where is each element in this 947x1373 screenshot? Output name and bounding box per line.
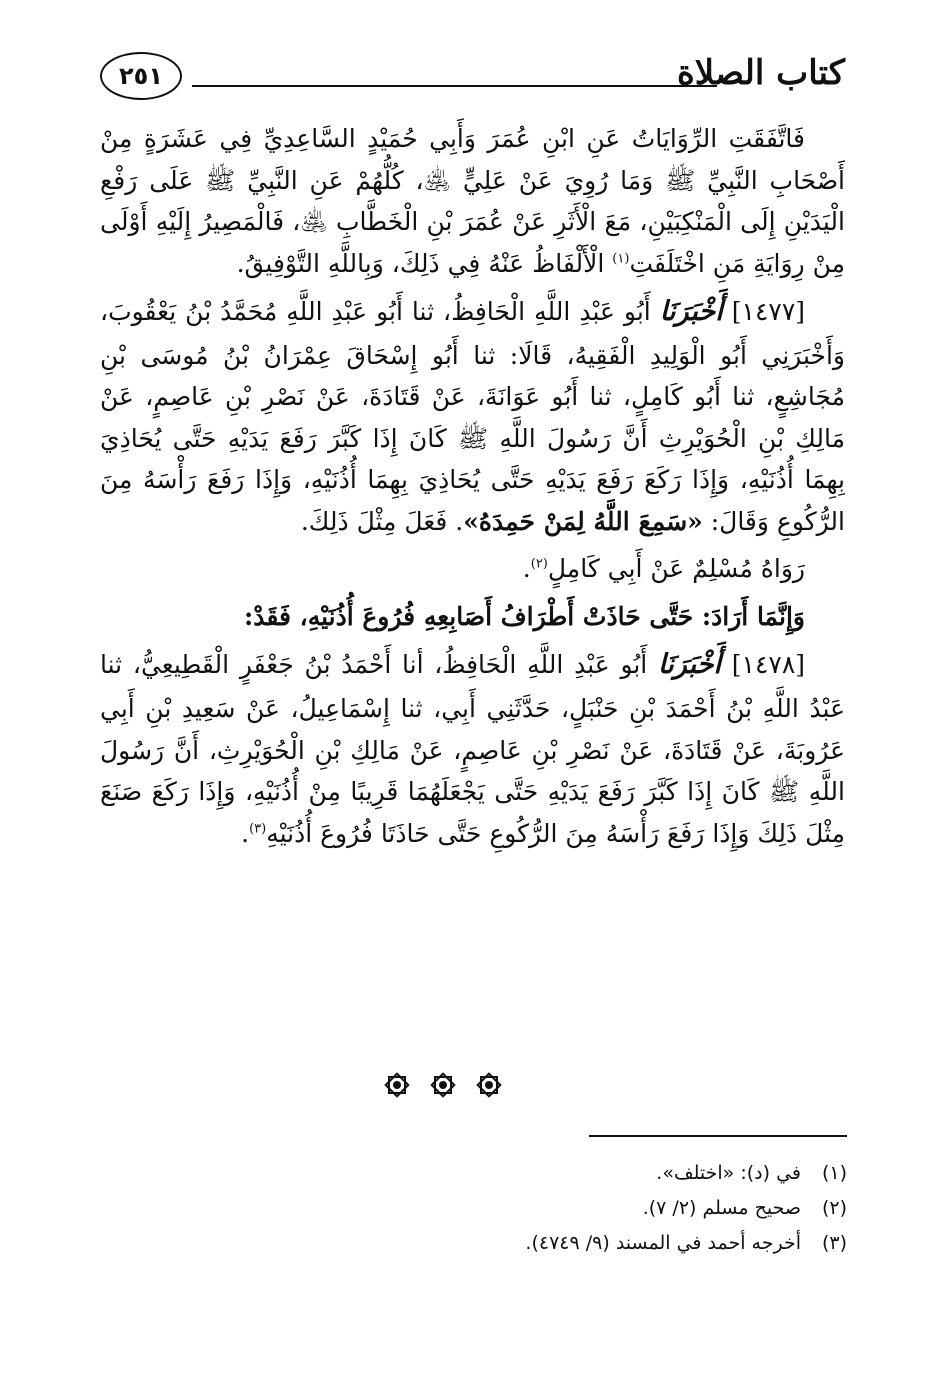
innama-text: وَإِنَّمَا أَرَادَ: حَتَّى حَاذَتْ أَطْرَافُ أَصَابِعِهِ فُرُوعَ أُذُنَيْهِ، فَقَدْ:	[243, 601, 805, 631]
conclusion-text: فَاتَّفَقَتِ الرِّوَايَاتُ عَنِ ابْنِ عُمَرَ وَأَبِي حُمَيْدٍ السَّاعِدِيِّ فِي عَشَرَةٍ مِنْ أَصْحَابِ النَّبِيِّ ﷺ وَمَا رُوِيَ عَنْ عَلِيٍّ ﵁، كُلُّهُمْ عَنِ النَّبِيِّ ﷺ عَلَى رَفْعِ الْيَدَيْنِ إِلَى الْمَنْكِبَيْنِ، مَعَ الْأَثَرِ عَنْ عُمَرَ بْنِ الْخَطَّابِ ﵁، فَالْمَصِيرُ إِلَيْهِ أَوْلَى مِنْ رِوَايَةِ مَنِ اخْتَلَفَتِ	[100, 124, 845, 278]
floral-ornament-icon	[475, 1071, 503, 1103]
footnote-ref-2[interactable]: (٢)	[530, 556, 548, 572]
page-header	[100, 52, 845, 110]
hadith-text-1477: أَبُو عَبْدِ اللَّهِ الْحَافِظُ، ثنا أَبُو عَبْدِ اللَّهِ مُحَمَّدُ بْنُ يَعْقُوبَ، وَأَخْبَرَنِي أَبُو الْوَلِيدِ الْفَقِيهُ، قَالَا: ثنا أَبُو إِسْحَاقَ عِمْرَانُ بْنُ مُوسَى بْنِ مُجَاشِعٍ، ثنا أَبُو كَامِلٍ، ثنا أَبُو عَوَانَةَ، عَنْ قَتَادَةَ، عَنْ نَصْرِ بْنِ عَاصِمٍ، عَنْ مَالِكِ بْنِ الْحُوَيْرِثِ أَنَّ رَسُولَ اللَّهِ ﷺ كَانَ إِذَا كَبَّرَ رَفَعَ يَدَيْهِ حَتَّى يُحَاذِيَ بِهِمَا أُذُنَيْهِ، وَإِذَا رَكَعَ رَفَعَ يَدَيْهِ حَتَّى يُحَاذِيَ بِهِمَا أُذُنَيْهِ، وَإِذَا رَفَعَ رَأْسَهُ مِنَ الرُّكُوعِ وَقَالَ:	[100, 297, 845, 536]
akhbarana-1478: أَخْبَرَنَا	[658, 649, 721, 681]
footnote-3	[347, 1226, 847, 1261]
footnote-ref-3[interactable]: (٣)	[249, 821, 267, 837]
footnote-2	[347, 1191, 847, 1226]
main-text	[100, 118, 845, 860]
rawahu-line	[100, 548, 845, 590]
running-title: كتاب الصلاة	[676, 53, 845, 93]
rawahu-end: .	[522, 554, 531, 584]
footnotes	[347, 1156, 847, 1261]
page-number: ٢٥١	[119, 62, 163, 90]
footnote-ref-1[interactable]: (١)	[612, 251, 630, 267]
footnote-rule	[589, 1135, 847, 1137]
rawahu-text: رَوَاهُ مُسْلِمٌ عَنْ أَبِي كَامِلٍ	[547, 554, 805, 584]
paragraph-conclusion	[100, 118, 845, 284]
hadith-number-1477: [١٤٧٧]	[731, 297, 806, 326]
hadith-quote-1477: «سَمِعَ اللَّهُ لِمَنْ حَمِدَهُ»	[463, 506, 703, 536]
header-rule	[192, 85, 717, 87]
footnote-number: (٣)	[821, 1232, 847, 1255]
hadith-1478	[100, 643, 845, 854]
akhbarana-1477: أَخْبَرَنَا	[659, 296, 723, 327]
hadith-1477	[100, 290, 845, 542]
section-divider	[383, 1072, 503, 1102]
footnote-text: في (د): «اختلف».	[656, 1162, 801, 1184]
hadith-end-1477: . فَعَلَ مِثْلَ ذَلِكَ.	[300, 506, 464, 536]
footnote-text: صحيح مسلم (٢/ ٧).	[642, 1197, 801, 1220]
conclusion-end: الْأَلْفَاظُ عَنْهُ فِي ذَلِكَ، وَبِاللَّهِ التَّوْفِيقُ.	[236, 248, 613, 278]
footnote-text: أخرجه أحمد في المسند (٩/ ٤٧٤٩).	[525, 1232, 801, 1255]
hadith-text-1478: أَبُو عَبْدِ اللَّهِ الْحَافِظُ، أنا أَحْمَدُ بْنُ جَعْفَرٍ الْقَطِيعِيُّ، ثنا عَبْدُ اللَّهِ بْنُ أَحْمَدَ بْنِ حَنْبَلٍ، حَدَّثَنِي أَبِي، ثنا إِسْمَاعِيلُ، عَنْ سَعِيدِ بْنِ أَبِي عَرُوبَةَ، عَنْ قَتَادَةَ، عَنْ نَصْرِ بْنِ عَاصِمٍ، عَنْ مَالِكِ بْنِ الْحُوَيْرِثِ، أَنَّ رَسُولَ اللَّهِ ﷺ كَانَ إِذَا كَبَّرَ رَفَعَ يَدَيْهِ حَتَّى يَجْعَلَهُمَا قَرِيبًا مِنْ أُذُنَيْهِ، وَإِذَا رَكَعَ صَنَعَ مِثْلَ ذَلِكَ وَإِذَا رَفَعَ رَأْسَهُ مِنَ الرُّكُوعِ حَتَّى حَاذَتَا فُرُوعَ أُذُنَيْهِ	[100, 650, 845, 848]
page-number-badge	[100, 52, 182, 100]
innama-line	[100, 596, 845, 638]
floral-ornament-icon	[383, 1071, 411, 1103]
floral-ornament-icon	[429, 1071, 457, 1103]
footnote-1	[347, 1156, 847, 1191]
hadith-end-1478: .	[241, 818, 250, 848]
footnote-number: (١)	[821, 1162, 847, 1184]
hadith-number-1478: [١٤٧٨]	[731, 650, 806, 680]
footnote-number: (٢)	[821, 1197, 847, 1220]
